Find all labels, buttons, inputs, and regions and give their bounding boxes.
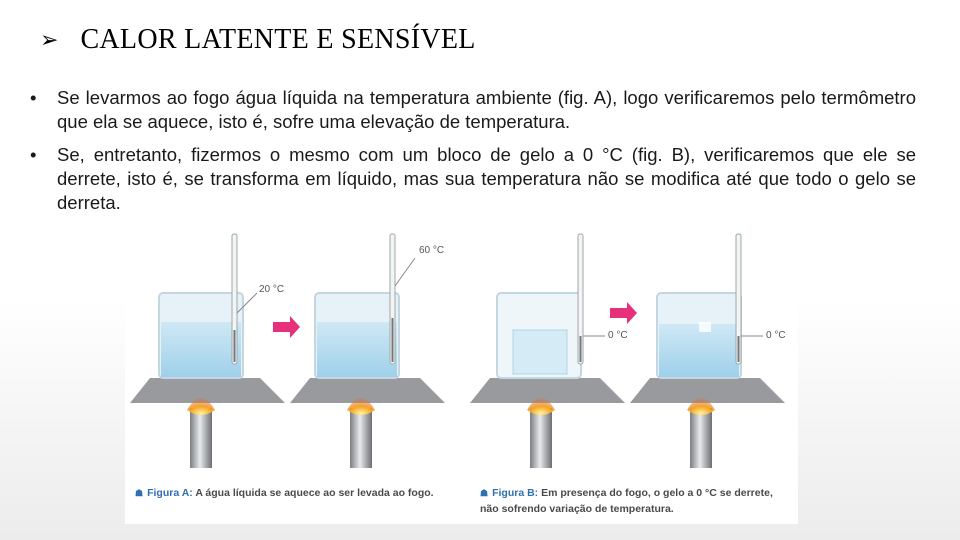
caption-figure-a — [135, 485, 435, 501]
caption-text: Em presença do fogo, o gelo a 0 °C se derrete, não sofrendo variação de temperatura. — [480, 487, 773, 515]
beakers-illustration — [125, 218, 798, 524]
caption-marker-icon: ☗ — [480, 488, 489, 498]
setup-2 — [290, 234, 445, 468]
temperature-label: 0 °C — [608, 330, 628, 341]
slide-title: CALOR LATENTE E SENSÍVEL — [80, 24, 476, 55]
bullet-text: Se levarmos ao fogo água líquida na temperatura ambiente (fig. A), logo verificaremos pelo termômetro que ela se aquece, isto é, sofre uma elevação de temperatura. — [57, 87, 916, 132]
caption-figure-b — [480, 485, 780, 517]
caption-label: Figura A: — [147, 487, 193, 499]
caption-marker-icon: ☗ — [135, 488, 144, 498]
bullet-dot-icon: • — [30, 144, 37, 165]
experiment-figure — [125, 218, 798, 524]
bullet-item — [30, 143, 916, 215]
setup-3 — [470, 234, 625, 468]
arrow-right-icon — [610, 302, 637, 324]
caption-label: Figura B: — [492, 487, 539, 499]
bullet-list — [30, 86, 916, 224]
arrow-right-icon — [273, 316, 300, 338]
title-row — [40, 24, 476, 56]
caption-text: A água líquida se aquece ao ser levada ao fogo. — [195, 487, 434, 499]
arrow-bullet-icon: ➢ — [40, 27, 59, 53]
bullet-dot-icon: • — [30, 87, 37, 108]
setup-4 — [630, 234, 785, 468]
bullet-text: Se, entretanto, fizermos o mesmo com um bloco de gelo a 0 °C (fig. B), verificaremos que ele se derrete, isto é, se transforma em líquido, mas sua temperatura não se modifica até que todo o gelo se derreta. — [57, 144, 916, 213]
bullet-item — [30, 86, 916, 134]
setup-1 — [130, 234, 285, 468]
temperature-label: 0 °C — [766, 330, 786, 341]
temperature-label: 60 °C — [419, 245, 445, 256]
temperature-label: 20 °C — [259, 284, 285, 295]
